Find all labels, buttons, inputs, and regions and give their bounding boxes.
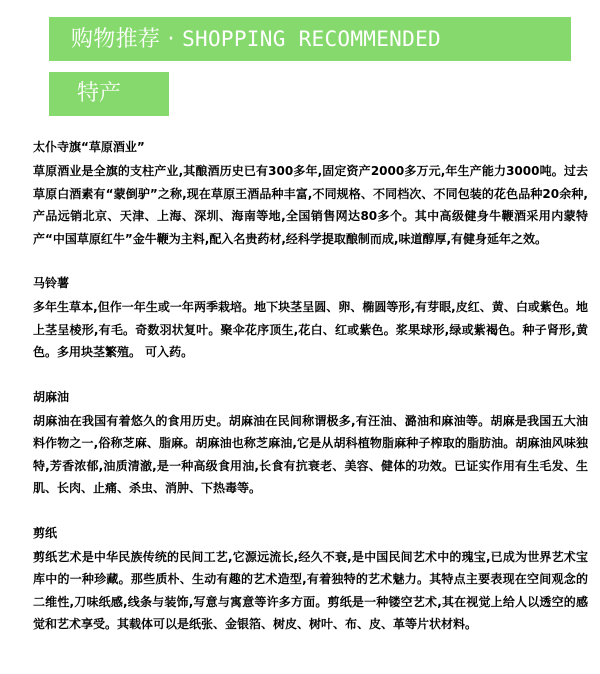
category-tab-specialty <box>49 72 169 116</box>
section-title: 胡麻油 <box>33 389 70 404</box>
banner-title-en: SHOPPING RECOMMENDED <box>182 27 441 51</box>
section-potato <box>33 272 588 364</box>
section-title: 剪纸 <box>33 525 58 540</box>
banner-title-cn: 购物推荐 · <box>71 27 183 52</box>
section-grassland-liquor <box>33 136 588 250</box>
section-header-banner <box>49 17 571 61</box>
section-title: 马铃薯 <box>33 276 70 290</box>
section-text: 草原酒业是全旗的支柱产业,其酿酒历史已有300多年,固定资产2000多万元,年生产能力3000吨。过去草原白酒素有“蒙倒驴”之称,现在草原王酒品种丰富,不同规格、不同档次、不同包装的花色品种20余种,产品远销北京、天津、上海、深圳、海南等地,全国销售网达80多个。其中高级健身牛鞭酒采用内蒙特产“中国草原红牛”金牛鞭为主料,配入名贵药材,经科学提取酿制而成,味道醇厚,有健身延年之效。 <box>33 164 588 246</box>
section-flax-oil <box>33 386 588 500</box>
section-text: 多年生草本,但作一年生或一年两季栽培。地下块茎呈圆、卵、椭圆等形,有芽眼,皮红、黄、白或紫色。地上茎呈棱形,有毛。奇数羽状复叶。聚伞花序顶生,花白、红或紫色。浆果球形,绿或紫褐色。种子肾形,黄色。多用块茎繁殖。 可入药。 <box>33 300 588 359</box>
section-text: 剪纸艺术是中华民族传统的民间工艺,它源远流长,经久不衰,是中国民间艺术中的瑰宝,已成为世界艺术宝库中的一种珍藏。那些质朴、生动有趣的艺术造型,有着独特的艺术魅力。其特点主要表现在空间观念的二维性,刀味纸感,线条与装饰,写意与寓意等许多方面。剪纸是一种镂空艺术,其在视觉上给人以透空的感觉和艺术享受。其载体可以是纸张、金银箔、树皮、树叶、布、皮、革等片状材料。 <box>33 549 588 631</box>
category-label: 特产 <box>77 81 122 106</box>
section-paper-cutting <box>33 522 588 636</box>
article-content <box>33 136 588 658</box>
section-text: 胡麻油在我国有着悠久的食用历史。胡麻油在民间称谓极多,有汪油、潞油和麻油等。胡麻是我国五大油料作物之一,俗称芝麻、脂麻。胡麻油也称芝麻油,它是从胡科植物脂麻种子榨取的脂肪油。胡麻油风味独特,芳香浓郁,油质清澈,是一种高级食用油,长食有抗衰老、美容、健体的功效。已证实作用有生毛发、生肌、长肉、止痛、杀虫、消肿、下热毒等。 <box>33 413 588 495</box>
section-title: 太仆寺旗“草原酒业” <box>33 140 145 154</box>
